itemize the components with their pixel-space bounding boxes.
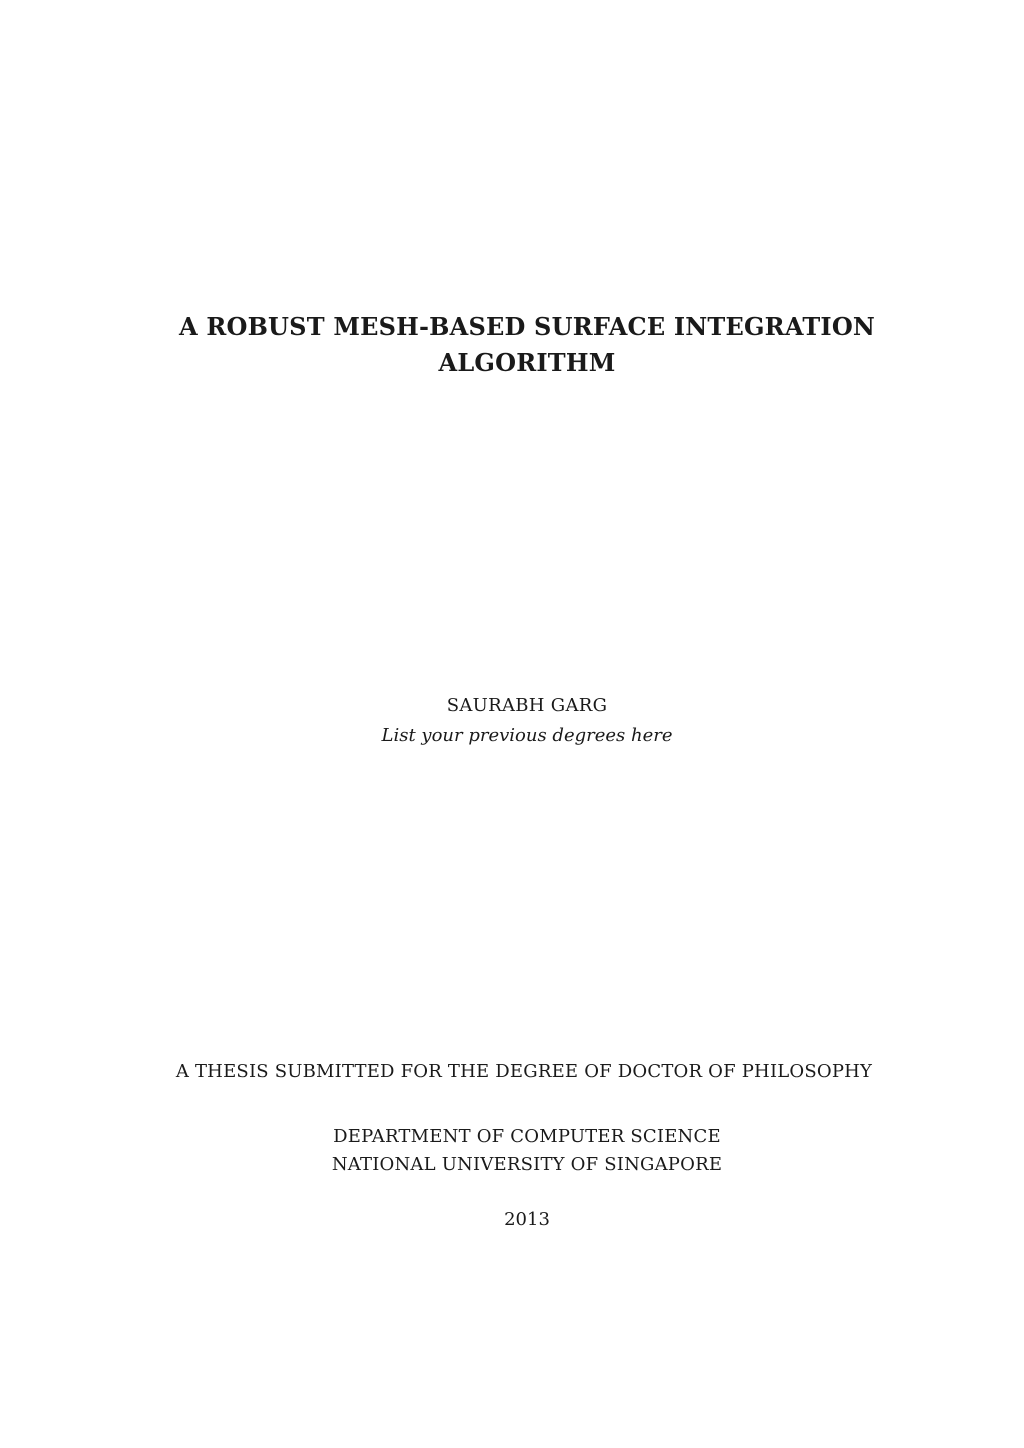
thesis-title-line-1: A ROBUST MESH-BASED SURFACE INTEGRATION <box>178 312 876 341</box>
author-name: SAURABH GARG <box>446 695 608 716</box>
submission-year: 2013 <box>504 1209 550 1230</box>
university-name: NATIONAL UNIVERSITY OF SINGAPORE <box>331 1154 723 1175</box>
department-name: DEPARTMENT OF COMPUTER SCIENCE <box>333 1126 721 1147</box>
institution-block <box>0 1123 1024 1179</box>
previous-degrees: List your previous degrees here <box>381 725 673 746</box>
thesis-title <box>0 309 1024 381</box>
submission-statement: A THESIS SUBMITTED FOR THE DEGREE OF DOCTOR OF PHILOSOPHY <box>175 1061 873 1082</box>
thesis-title-line-2: ALGORITHM <box>438 348 616 377</box>
author-block <box>0 691 1024 751</box>
